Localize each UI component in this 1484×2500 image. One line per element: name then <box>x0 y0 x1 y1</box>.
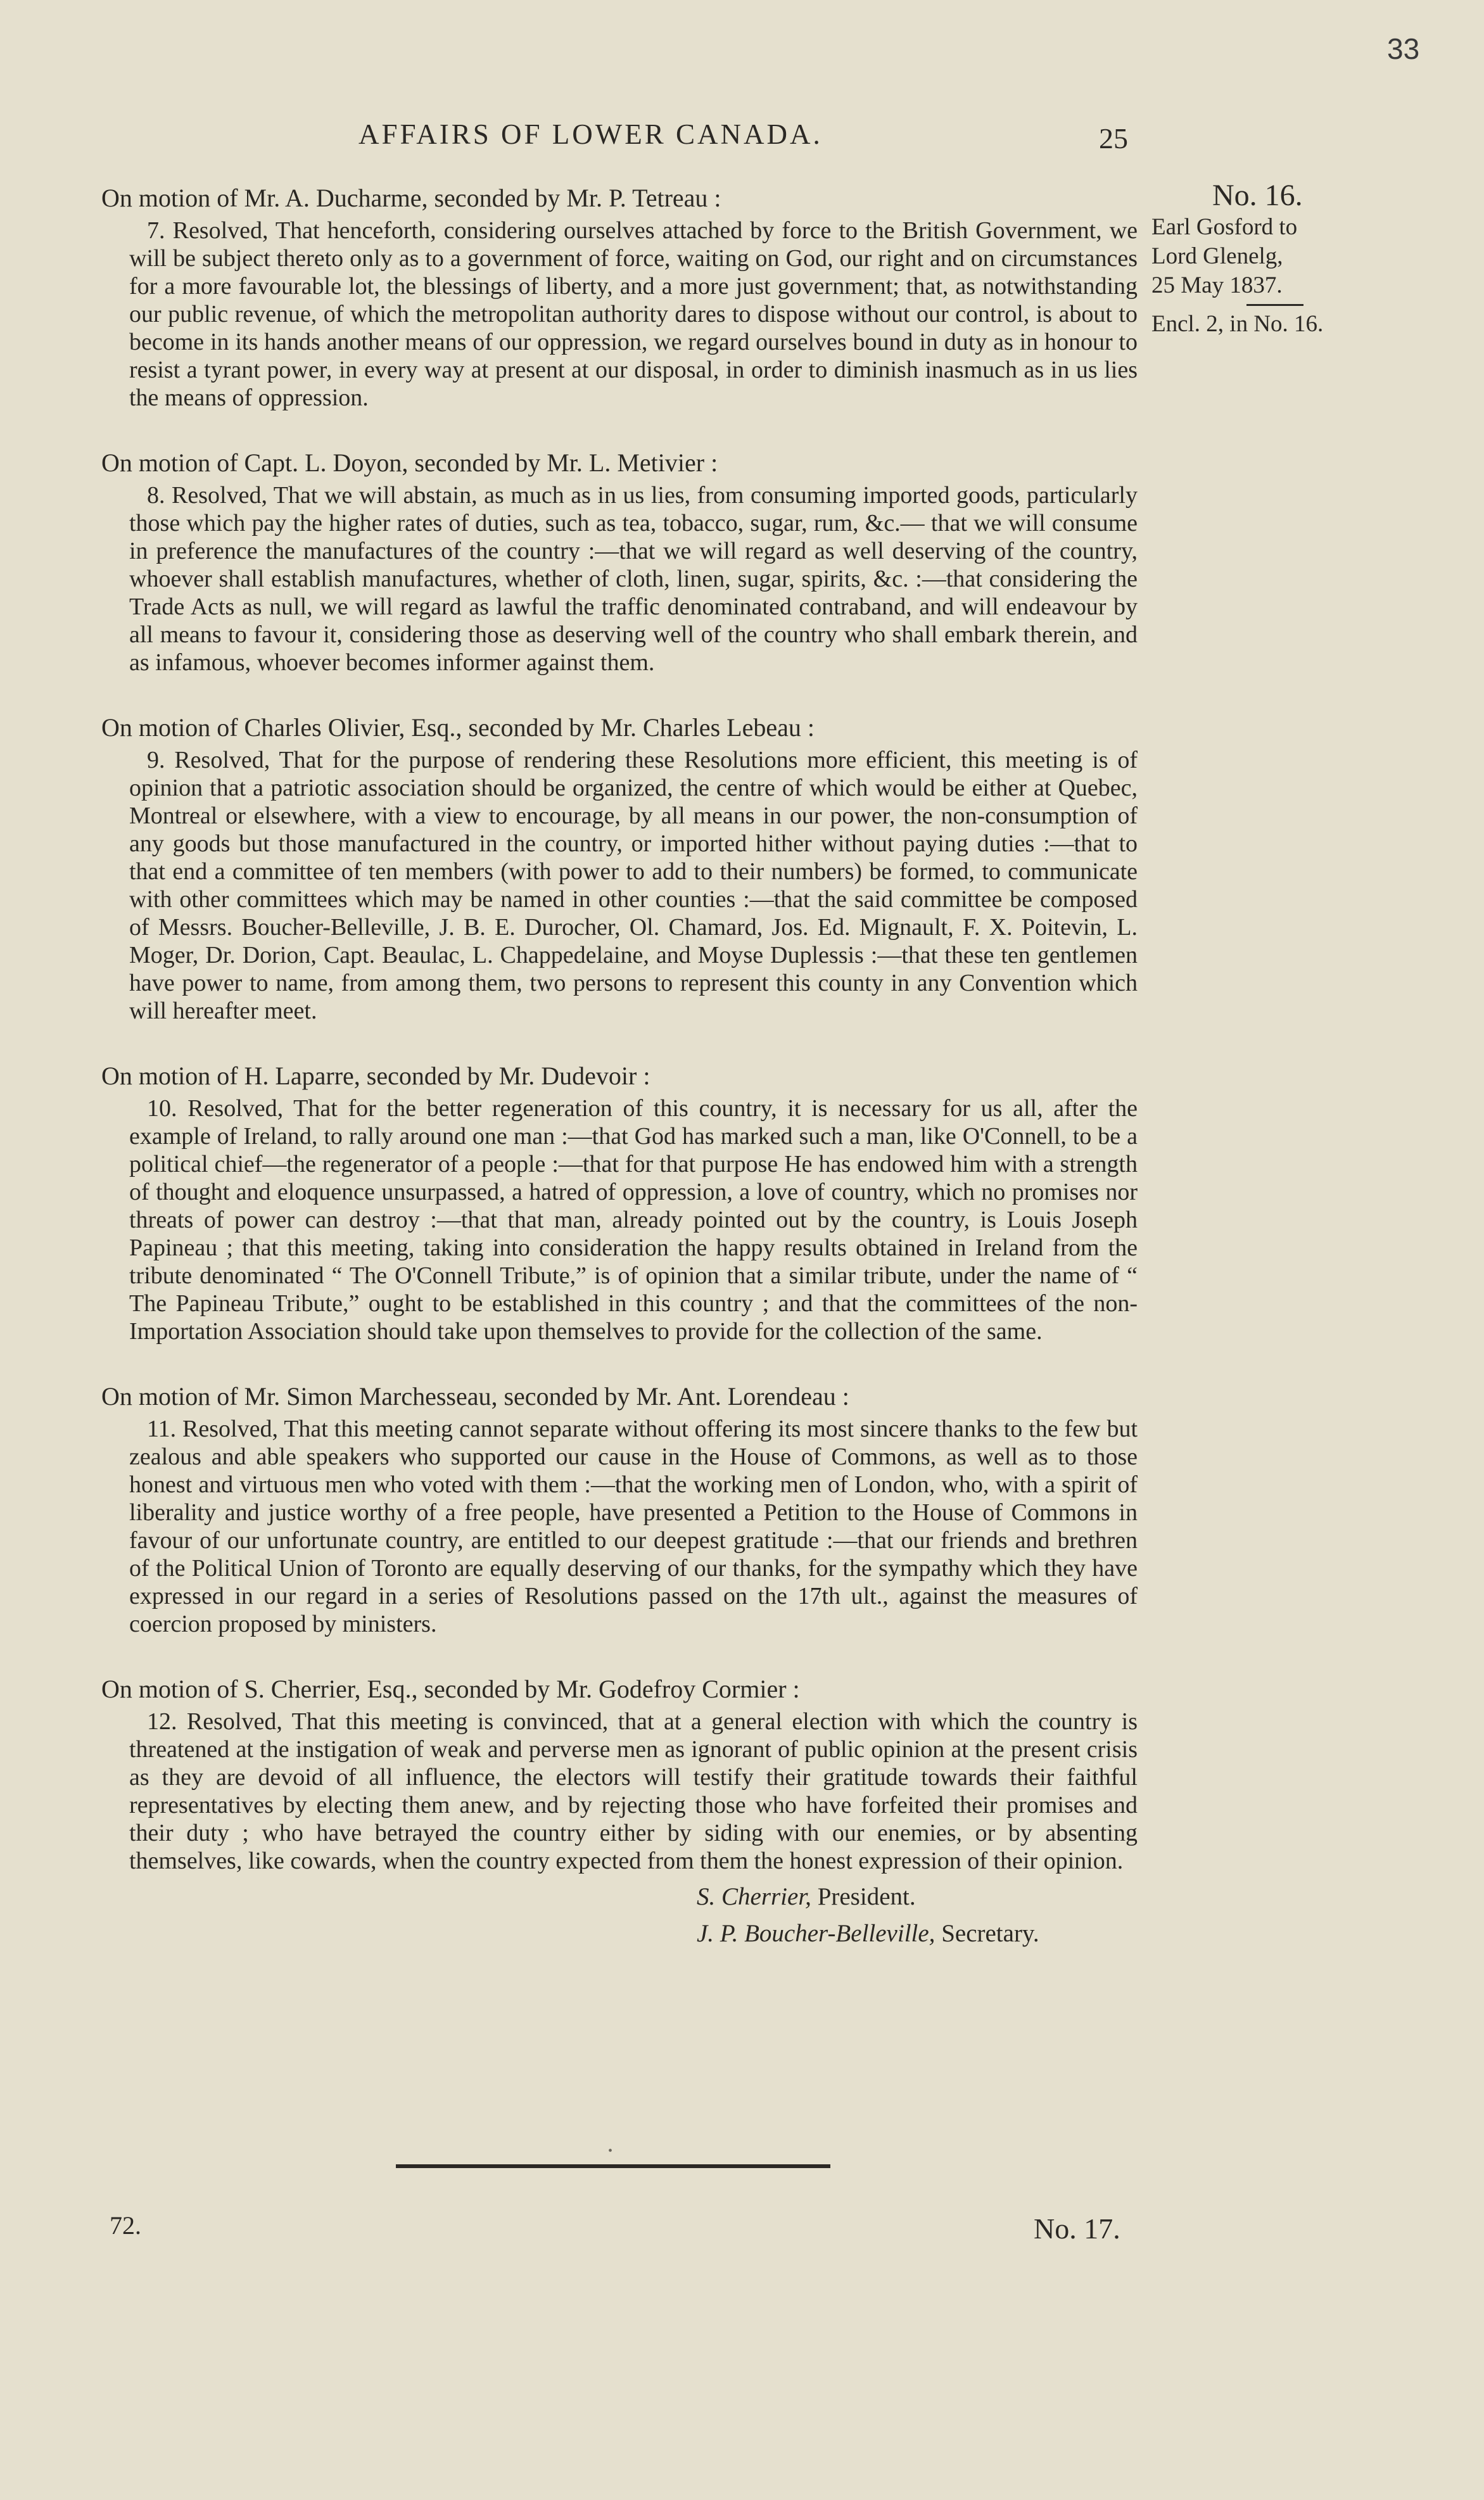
resolution-number: 7. <box>147 217 165 244</box>
president-title: President. <box>817 1883 916 1910</box>
margin-line-1: Earl Gosford to <box>1151 214 1298 240</box>
resolution-block-7 <box>101 184 1138 412</box>
resolution-text <box>129 1095 1138 1345</box>
end-ornament: • <box>608 2144 613 2158</box>
secretary-name: J. P. Boucher-Belleville, <box>697 1920 935 1947</box>
resolution-block-12 <box>101 1675 1138 1875</box>
margin-line-3: 25 May 1837. <box>1151 272 1283 298</box>
resolution-number: 8. <box>147 482 165 509</box>
secretary-signature <box>697 1915 1138 1952</box>
motion-line: On motion of S. Cherrier, Esq., seconded by Mr. Godefroy Cormier : <box>101 1675 800 1703</box>
president-name: S. Cherrier, <box>697 1883 811 1910</box>
running-head: AFFAIRS OF LOWER CANADA. <box>358 118 823 150</box>
resolution-number: 12. <box>147 1708 177 1735</box>
motion-line: On motion of H. Laparre, seconded by Mr. Dudevoir : <box>101 1062 650 1090</box>
resolution-number: 9. <box>147 747 165 773</box>
margin-enclosure: Encl. 2, in No. 16. <box>1151 311 1324 337</box>
resolution-text <box>129 746 1138 1025</box>
resolution-block-11 <box>101 1382 1138 1638</box>
document-body <box>101 184 1138 1952</box>
motion-line: On motion of Mr. A. Ducharme, seconded by Mr. P. Tetreau : <box>101 184 721 212</box>
resolution-number: 11. <box>147 1416 177 1442</box>
head-page-number: 25 <box>1099 122 1128 155</box>
resolution-text <box>129 1415 1138 1638</box>
margin-doc-number: No. 16. <box>1212 179 1303 212</box>
resolution-body: Resolved, That henceforth, considering ourselves attached by force to the British Government, we will be subject thereto only as to a government of force, waiting on God, our right and on circumstances for a more favourable lot, the blessings of liberty, and a more just government; that, as notwithstanding our public revenue, of which the metropolitan authority dares to dispose without our control, is about to become in its hands another means of our oppression, we regard ourselves bound in duty as in honour to resist a tyrant power, in every way at present at our disposal, in order to diminish inasmuch as in us lies the means of oppression. <box>129 217 1138 411</box>
secretary-title: Secretary. <box>941 1920 1039 1947</box>
resolution-text <box>129 481 1138 676</box>
resolution-block-10 <box>101 1062 1138 1345</box>
resolution-body: Resolved, That we will abstain, as much as in us lies, from consuming imported goods, particularly those which pay the higher rates of duties, such as tea, tobacco, sugar, rum, &c.— that we will consume in preference the manufactures of the country :—that we will regard as well deserving of the country, whoever shall establish manufactures, whether of cloth, linen, sugar, spirits, &c. :—that considering the Trade Acts as null, we will regard as lawful the traffic denominated contraband, and will endeavour by all means to favour it, considering those as deserving well of the country who shall embark therein, and as infamous, whoever becomes informer against them. <box>129 482 1138 676</box>
president-signature <box>697 1879 1138 1915</box>
resolution-block-9 <box>101 713 1138 1025</box>
resolution-block-8 <box>101 448 1138 676</box>
motion-line: On motion of Capt. L. Doyon, seconded by Mr. L. Metivier : <box>101 448 718 477</box>
corner-page-number: 33 <box>1387 32 1420 65</box>
signatures <box>697 1879 1138 1952</box>
next-document-catchword: No. 17. <box>1034 2212 1120 2245</box>
margin-line-2: Lord Glenelg, <box>1151 243 1283 269</box>
resolution-body: Resolved, That for the purpose of rendering these Resolutions more efficient, this meeting is of opinion that a patriotic association should be organized, the centre of which would be either at Quebec, Montreal or elsewhere, with a view to encourage, by all means in our power, the non-consumption of any goods but those manufactured in the country, or imported hither without paying duties :—that to that end a committee of ten members (with power to add to their numbers) be formed, to communicate with other committees which may be named in other counties :—that the said committee be composed of Messrs. Boucher-Belleville, J. B. E. Durocher, Ol. Chamard, Jos. Ed. Mignault, F. X. Poitevin, L. Moger, Dr. Dorion, Capt. Beaulac, L. Chappedelaine, and Moyse Duplessis :—that these ten gentlemen have power to name, from among them, two persons to represent this county in any Convention which will hereafter meet. <box>129 747 1138 1024</box>
resolution-text <box>129 1708 1138 1875</box>
resolution-number: 10. <box>147 1095 177 1122</box>
resolution-body: Resolved, That this meeting cannot separate without offering its most sincere thanks to the few but zealous and able speakers who supported our cause in the House of Commons, as well as to those honest and virtuous men who voted with them :—that the working men of London, who, with a spirit of liberality and justice worthy of a free people, have presented a Petition to the House of Commons in favour of our unfortunate country, are entitled to our deepest gratitude :—that our friends and brethren of the Political Union of Toronto are equally deserving of our thanks, for the sympathy which they have expressed in our regard in a series of Resolutions passed on the 17th ult., against the measures of coercion proposed by ministers. <box>129 1416 1138 1637</box>
motion-line: On motion of Mr. Simon Marchesseau, seconded by Mr. Ant. Lorendeau : <box>101 1382 849 1411</box>
margin-rule <box>1246 304 1303 306</box>
resolution-body: Resolved, That for the better regeneration of this country, it is necessary for us all, after the example of Ireland, to rally around one man :—that God has marked such a man, like O'Connell, to be a political chief—the regenerator of a people :—that for that purpose He has endowed him with a strength of thought and eloquence unsurpassed, a hatred of oppression, a love of country, which no promises nor threats of power can destroy :—that that man, already pointed out by the country, is Louis Joseph Papineau ; that this meeting, taking into consideration the happy results obtained in Ireland from the tribute denominated “ The O'Connell Tribute,” is of opinion that a similar tribute, under the name of “ The Papineau Tribute,” ought to be established in this country ; and that the committees of the non-Importation Association should take upon themselves to provide for the collection of the same. <box>129 1095 1138 1345</box>
margin-note <box>1151 181 1379 339</box>
resolution-text <box>129 217 1138 412</box>
signature-mark: 72. <box>110 2211 141 2240</box>
resolution-body: Resolved, That this meeting is convinced, that at a general election with which the country is threatened at the instigation of weak and perverse men as ignorant of public opinion at the present crisis as they are devoid of all influence, the electors will testify their gratitude towards their faithful representatives by electing them anew, and by rejecting those who have forfeited their promises and their duty ; who have betrayed the country either by siding with our enemies, or by absenting themselves, like cowards, when the country expected from them the honest expression of their opinion. <box>129 1708 1138 1874</box>
end-rule <box>396 2164 830 2168</box>
motion-line: On motion of Charles Olivier, Esq., seconded by Mr. Charles Lebeau : <box>101 713 815 742</box>
